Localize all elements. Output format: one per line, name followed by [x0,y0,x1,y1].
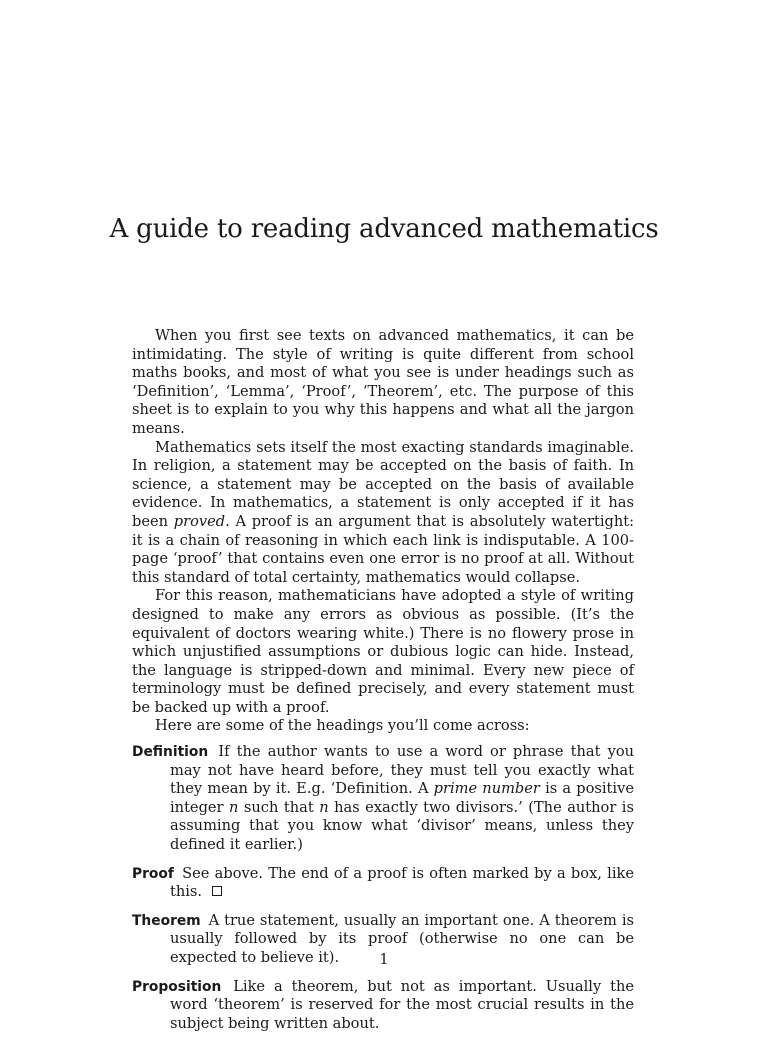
glossary-description [170,865,634,901]
glossary-term: Proposition [132,978,222,995]
paragraph-text: . A proof is an argument that is absolutely watertight: it is a chain of reasoning in which each link is indisputable. A 100-page ‘proof’ that contains even one error is no proof at all. Without this standard of total certainty, mathematics would collapse. [132,512,635,586]
math-variable-n: n [229,798,239,816]
paragraph-headings-intro: Here are some of the headings you’ll come across: [155,717,530,735]
description-text: See above. The end of a proof is often marked by a box, like this. [170,864,634,901]
emphasis-proved: proved [173,512,226,530]
glossary-description: Like a theorem, but not as important. Usually the word ‘theorem’ is reserved for the most crucial results in the subject being written about. [170,977,635,1032]
glossary-description: A true statement, usually an important one. A theorem is usually followed by its proof (otherwise no one can be expected to believe it). [170,911,635,966]
qed-box-icon [212,886,222,896]
page-number: 1 [379,951,389,968]
paragraph-standards [132,439,634,588]
glossary-entry-proof [132,865,634,902]
glossary-entry-definition [132,743,634,855]
body-text [132,327,634,1043]
description-text: If the author wants to use a word or phrase that you may not have heard before, they must tell you exactly what they mean by it. E.g. ‘Definition. A [170,743,635,798]
glossary-description [170,743,634,853]
description-text: is a positive integer [170,780,634,816]
emphasis-prime-number: prime number [433,780,540,798]
paragraph-text: Mathematics sets itself the most exacting standards imaginable. In religion, a statement may be accepted on the basis of faith. In science, a statement may be accepted on the basis of available evidence. In mathematics, a statement is only accepted if it has been [132,438,634,530]
description-text: has exactly two divisors.’ (The author is assuming that you know what ‘divisor’ means, unless they defined it earlier.) [170,798,634,854]
glossary-term: Definition [132,744,209,761]
glossary-entry-proposition [132,978,634,1034]
glossary-term: Proof [132,865,174,882]
math-variable-n: n [319,798,329,816]
page-title: A guide to reading advanced mathematics [109,214,659,244]
glossary-list [132,743,634,1033]
glossary-term: Theorem [132,912,201,929]
paragraph-intro: When you first see texts on advanced mathematics, it can be intimidating. The style of writing is quite different from school maths books, and most of what you see is under headings such as ‘Definition’, ‘Lemma’, ‘Proof’, ‘Theorem’, etc. The purpose of this sheet is to explain to you why this happens and what all the jargon means. [132,327,634,437]
description-text: such that [238,798,320,816]
paragraph-style: For this reason, mathematicians have adopted a style of writing designed to make any errors as obvious as possible. (It’s the equivalent of doctors wearing white.) There is no flowery prose in which unjustified assumptions or dubious logic can hide. Instead, the language is stripped-down and minimal. Every new piece of terminology must be defined precisely, and every statement must be backed up with a proof. [132,587,634,716]
